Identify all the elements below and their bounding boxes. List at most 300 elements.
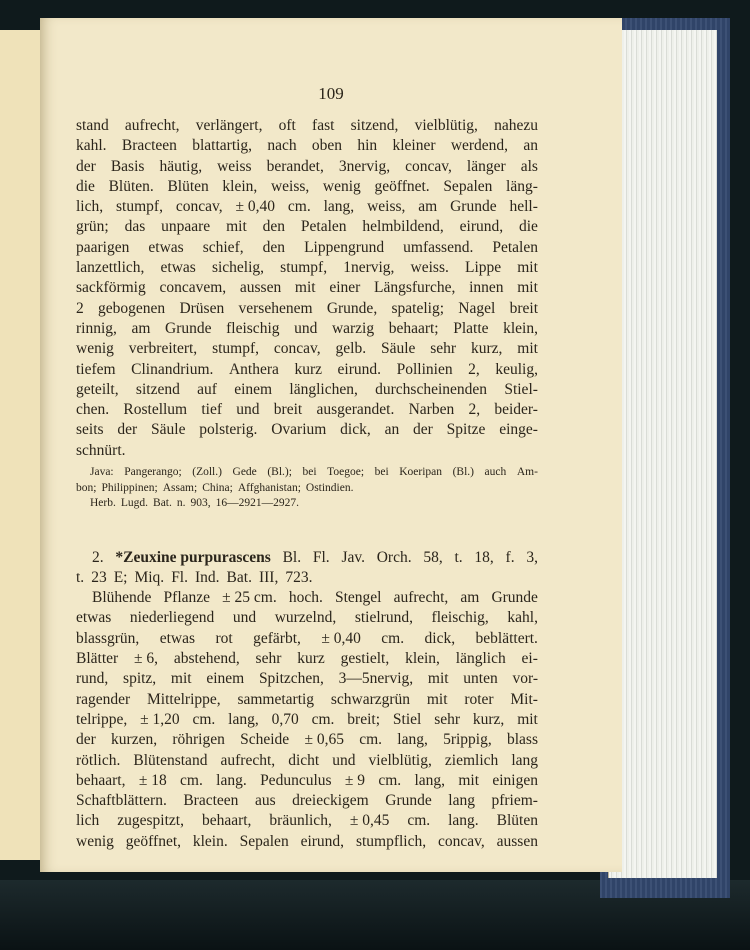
- word: Assam;: [162, 481, 198, 494]
- word: Philippinen;: [101, 481, 158, 494]
- word: Bat.: [226, 568, 252, 586]
- word: China;: [202, 481, 233, 494]
- word: bräunlich,: [269, 812, 332, 830]
- word: eirund,: [459, 218, 504, 236]
- word: Blütenstand: [133, 751, 208, 769]
- text-line: [76, 832, 538, 852]
- word: wenig: [76, 340, 114, 358]
- text-line: [76, 319, 538, 339]
- word: rinnig,: [76, 319, 117, 337]
- text-line: [76, 116, 538, 136]
- text-line: [76, 157, 538, 177]
- word: lang,: [323, 198, 355, 216]
- word: schwarzgrün: [330, 690, 411, 708]
- word: gestielt,: [340, 650, 390, 668]
- word: klein,: [405, 650, 440, 668]
- word: Mit-: [510, 690, 538, 708]
- word: Basis: [110, 157, 145, 175]
- word: kurz: [294, 360, 322, 378]
- word: kurz: [297, 650, 325, 668]
- section-gap: [76, 512, 538, 548]
- word: einigen: [492, 771, 538, 789]
- word: bei: [374, 466, 389, 479]
- word: umfassend.: [403, 238, 474, 256]
- word: ausgerandet.: [316, 401, 395, 419]
- word: lich,: [76, 198, 104, 216]
- text-line: [76, 669, 538, 689]
- word: Affghanistan;: [237, 481, 301, 494]
- word: Bracteen: [121, 137, 177, 155]
- word: ± 0,40: [321, 629, 361, 647]
- word: Jav.: [341, 548, 365, 566]
- word: Drüsen: [179, 299, 225, 317]
- word: stumpf,: [280, 259, 328, 277]
- word: sitzend: [135, 380, 180, 398]
- word: Längsfurche,: [374, 279, 456, 297]
- note-line: [76, 481, 538, 497]
- word: bei: [302, 466, 317, 479]
- word: sichelig,: [211, 259, 265, 277]
- word: lang: [511, 751, 538, 769]
- word: ei-: [521, 650, 538, 668]
- word: III,: [258, 568, 279, 586]
- word: den: [262, 218, 286, 236]
- word: n.: [176, 497, 186, 510]
- page-number: 109: [318, 84, 344, 103]
- word: aufrecht,: [220, 751, 276, 769]
- word: werdend,: [450, 137, 509, 155]
- word: ± 0,40: [235, 198, 276, 216]
- word: geöffnet,: [125, 832, 181, 850]
- word: Am-: [516, 466, 538, 479]
- word: rot: [215, 629, 233, 647]
- word: und: [236, 401, 260, 419]
- word: Nagel: [458, 299, 496, 317]
- word: Pedunculus: [260, 771, 332, 789]
- word: wenig: [76, 832, 114, 850]
- word: schnürt.: [76, 441, 126, 459]
- word: fleischig: [226, 319, 280, 337]
- text-line: [76, 791, 538, 811]
- text-line: [76, 608, 538, 628]
- word: sehr: [255, 650, 282, 668]
- text-line: [76, 400, 538, 420]
- word: concav,: [273, 340, 321, 358]
- word: 2,: [468, 401, 481, 419]
- word: Pangerango;: [124, 466, 182, 479]
- word: 5rippig,: [443, 731, 492, 749]
- word: chen.: [76, 401, 110, 419]
- text-line: [76, 710, 538, 730]
- word: niederliegend: [129, 609, 215, 627]
- word: ± 25 cm.: [222, 589, 277, 607]
- word: E;: [113, 568, 128, 586]
- word: stumpflich,: [355, 832, 427, 850]
- word: sehr: [430, 340, 457, 358]
- word: cm.: [378, 771, 402, 789]
- word: polsterig.: [199, 421, 258, 439]
- word: spatelig;: [391, 299, 445, 317]
- word: Scheide: [240, 731, 290, 749]
- word: hell-: [509, 198, 538, 216]
- word: Petalen: [300, 218, 347, 236]
- word: einge-: [499, 421, 538, 439]
- word: weiss,: [270, 177, 310, 195]
- word: behaart;: [388, 319, 439, 337]
- word: am: [131, 319, 151, 337]
- word: Clinandrium.: [131, 360, 214, 378]
- word: eirund.: [337, 360, 382, 378]
- text-line: [76, 629, 538, 649]
- word: concav,: [438, 832, 485, 850]
- word: gefärbt,: [253, 629, 301, 647]
- word: rund,: [76, 670, 109, 688]
- word: Narben: [408, 401, 455, 419]
- word: Sepalen: [443, 177, 493, 195]
- word: Ind.: [195, 568, 220, 586]
- word: 23: [91, 568, 107, 586]
- word: 18,: [474, 548, 494, 566]
- word: länglichen,: [289, 380, 358, 398]
- word: cm.: [359, 731, 383, 749]
- species-number: 2.: [92, 548, 104, 566]
- word: 3,: [526, 548, 538, 566]
- text-line: [76, 771, 538, 791]
- text-line: [76, 649, 538, 669]
- word: auf: [197, 380, 217, 398]
- word: 16—2921—2927.: [215, 497, 300, 510]
- description-paragraph-2: [76, 588, 538, 852]
- word: die: [519, 218, 538, 236]
- word: mit: [517, 710, 538, 728]
- text-line: [76, 360, 538, 380]
- text-line: [76, 420, 538, 440]
- word: Rostellum: [123, 401, 188, 419]
- word: Pflanze: [163, 589, 211, 607]
- word: Grunde: [165, 319, 212, 337]
- word: gebogenen: [98, 299, 166, 317]
- word: an: [523, 137, 538, 155]
- word: und: [294, 319, 318, 337]
- word: mit: [427, 670, 449, 688]
- word: cm.: [407, 812, 431, 830]
- word: aufrecht,: [124, 117, 180, 134]
- word: blass: [506, 731, 538, 749]
- text-line: [76, 177, 538, 197]
- word: pfriem-: [491, 792, 538, 810]
- word: der: [117, 421, 138, 439]
- word: hin: [357, 137, 378, 155]
- word: Stengel: [334, 589, 382, 607]
- word: geöffnet.: [374, 177, 430, 195]
- word: cm.: [311, 710, 335, 728]
- word: Lippe: [464, 259, 502, 277]
- word: aufrecht,: [393, 589, 449, 607]
- word: häutig,: [159, 157, 203, 175]
- word: ± 9: [344, 771, 365, 789]
- word: Lugd.: [120, 497, 149, 510]
- word: unpaare: [161, 218, 211, 236]
- word: Fl.: [171, 568, 188, 586]
- word: t.: [76, 568, 85, 586]
- word: der: [76, 731, 96, 749]
- word: als: [520, 157, 538, 175]
- word: kurz,: [470, 340, 503, 358]
- word: Toegoe;: [327, 466, 365, 479]
- description-paragraph-1: [76, 116, 538, 461]
- word: concav,: [175, 198, 223, 216]
- word: kleiner: [392, 137, 436, 155]
- word: der: [413, 421, 433, 439]
- word: am: [418, 198, 438, 216]
- text-line: [76, 730, 538, 750]
- word: 2,: [468, 360, 480, 378]
- word: mit: [517, 279, 538, 297]
- word: paarigen: [76, 238, 130, 256]
- word: stielrund,: [354, 609, 413, 627]
- word: blattartig,: [192, 137, 253, 155]
- word: weiss.: [410, 259, 449, 277]
- word: Pollinien: [396, 360, 453, 378]
- word: t.: [454, 548, 463, 566]
- word: klein,: [222, 177, 258, 195]
- word: Säule: [151, 421, 186, 439]
- word: läng-: [506, 177, 538, 195]
- word: Orch.: [376, 548, 412, 566]
- word: Spitzchen,: [258, 670, 324, 688]
- word: etwas: [159, 629, 196, 647]
- species-name: *Zeuxine purpurascens: [115, 548, 271, 566]
- word: 3nervig,: [338, 157, 391, 175]
- word: beblättert.: [475, 629, 538, 647]
- text-line: [76, 258, 538, 278]
- word: Petalen: [492, 238, 538, 256]
- word: concavem,: [159, 279, 227, 297]
- word: unten: [463, 670, 498, 688]
- word: nach: [267, 137, 297, 155]
- word: an: [384, 421, 400, 439]
- word: wenig: [322, 177, 361, 195]
- word: lang,: [397, 731, 428, 749]
- word: bon;: [76, 481, 97, 494]
- word: stumpf,: [116, 198, 163, 216]
- word: (Bl.): [452, 466, 474, 479]
- word: Anthera: [228, 360, 279, 378]
- word: Grunde: [491, 589, 538, 607]
- word: grün;: [76, 218, 109, 236]
- word: aussen: [496, 832, 538, 850]
- word: mit: [226, 218, 247, 236]
- text-line: [76, 441, 538, 461]
- word: auch: [484, 466, 507, 479]
- word: einem: [206, 670, 245, 688]
- word: vielblütig,: [368, 751, 432, 769]
- word: einem: [234, 380, 273, 398]
- word: 2: [76, 299, 84, 317]
- word: Säule: [380, 340, 416, 358]
- word: keulig,: [495, 360, 538, 378]
- text-line: [76, 339, 538, 359]
- word: (Bl.);: [267, 466, 292, 479]
- word: einer: [329, 279, 361, 297]
- word: cm.: [192, 710, 216, 728]
- word: mit: [170, 670, 192, 688]
- word: Grunde,: [326, 299, 378, 317]
- word: lang,: [414, 771, 446, 789]
- word: klein,: [503, 319, 538, 337]
- word: lanzettlich,: [76, 259, 145, 277]
- word: Blüten: [167, 177, 209, 195]
- word: und: [332, 751, 356, 769]
- word: der: [76, 157, 96, 175]
- species-reference: [76, 568, 538, 588]
- word: ± 1,20: [140, 710, 180, 728]
- word: Ovarium: [271, 421, 327, 439]
- word: spitz,: [123, 670, 157, 688]
- word: länglich: [455, 650, 506, 668]
- word: den: [262, 238, 286, 256]
- word: Schaftblättern.: [76, 792, 167, 810]
- word: (Zoll.): [192, 466, 222, 479]
- word: mit: [458, 771, 480, 789]
- word: Gede: [232, 466, 257, 479]
- word: 58,: [423, 548, 443, 566]
- word: 0,70: [271, 710, 299, 728]
- word: lang.: [216, 771, 247, 789]
- word: berandet,: [266, 157, 324, 175]
- word: gelb.: [335, 340, 367, 358]
- word: klein.: [192, 832, 228, 850]
- word: lang.: [448, 812, 479, 830]
- text-line: [76, 690, 538, 710]
- word: Blüten: [496, 812, 538, 830]
- word: cm.: [180, 771, 203, 789]
- word: aussen: [239, 279, 282, 297]
- text-line: [76, 278, 538, 298]
- text-line: [76, 588, 538, 608]
- word: Ostindien.: [305, 481, 354, 494]
- word: cm.: [287, 198, 311, 216]
- word: verbreitert,: [128, 340, 198, 358]
- book-page: [40, 18, 622, 872]
- word: etwas: [148, 238, 184, 256]
- word: wurzelnd,: [274, 609, 337, 627]
- word: dreieckigem: [292, 792, 369, 810]
- word: Bl.: [282, 548, 302, 566]
- word: geteilt,: [76, 380, 119, 398]
- word: seits: [76, 421, 104, 439]
- word: breit;: [347, 710, 381, 728]
- word: oben: [311, 137, 343, 155]
- word: beider-: [494, 401, 538, 419]
- word: etwas: [160, 259, 196, 277]
- word: breit: [509, 299, 538, 317]
- word: Bat.: [153, 497, 172, 510]
- word: Grunde: [450, 198, 497, 216]
- word: weiss: [217, 157, 252, 175]
- word: Fl.: [312, 548, 330, 566]
- text-block: [76, 116, 538, 852]
- word: abstehend,: [173, 650, 240, 668]
- word: stand: [76, 117, 109, 134]
- text-line: [76, 197, 538, 217]
- word: fleischig,: [431, 609, 489, 627]
- locality-notes: [76, 465, 538, 512]
- word: kurzen,: [111, 731, 158, 749]
- word: Mittelrippe,: [147, 690, 221, 708]
- word: und: [232, 609, 257, 627]
- word: Java:: [90, 466, 114, 479]
- word: versehenem: [238, 299, 313, 317]
- word: blassgrün,: [76, 629, 140, 647]
- word: rötlich.: [76, 751, 121, 769]
- text-line: [76, 299, 538, 319]
- word: schief,: [202, 238, 244, 256]
- word: länger: [466, 157, 506, 175]
- word: sitzend,: [350, 117, 399, 134]
- word: Herb.: [90, 497, 116, 510]
- word: dick,: [424, 629, 456, 647]
- word: innen: [469, 279, 504, 297]
- word: Stiel: [392, 710, 422, 728]
- word: Bracteen: [183, 792, 239, 810]
- word: cm.: [381, 629, 405, 647]
- word: helmbildend,: [362, 218, 444, 236]
- word: ± 0,45: [349, 812, 390, 830]
- word: f.: [505, 548, 515, 566]
- word: tiefem: [76, 360, 116, 378]
- note-line: [76, 496, 538, 512]
- word: sammetartig: [237, 690, 315, 708]
- word: lang: [448, 792, 475, 810]
- word: breit: [273, 401, 303, 419]
- text-line: [76, 217, 538, 237]
- word: concav,: [405, 157, 452, 175]
- word: 3—5nervig,: [338, 670, 414, 688]
- text-line: [76, 136, 538, 156]
- word: nahezu: [494, 117, 538, 134]
- word: vielblütig,: [414, 117, 478, 134]
- word: kahl,: [507, 609, 538, 627]
- word: mit: [426, 690, 448, 708]
- facing-page-edge: [0, 30, 43, 860]
- word: die: [76, 177, 95, 195]
- text-line: [76, 380, 538, 400]
- word: verlängert,: [195, 117, 263, 134]
- word: Stiel-: [504, 380, 538, 398]
- word: sehr: [434, 710, 461, 728]
- species-heading: [76, 548, 538, 568]
- word: oft: [278, 117, 296, 134]
- word: dick,: [340, 421, 371, 439]
- word: kahl.: [76, 137, 107, 155]
- word: behaart,: [76, 771, 126, 789]
- word: etwas: [76, 609, 112, 627]
- word: Miq.: [134, 568, 165, 586]
- word: tief: [201, 401, 223, 419]
- word: roter: [464, 690, 494, 708]
- word: warzig: [331, 319, 375, 337]
- word: Blätter: [76, 650, 119, 668]
- word: ± 6,: [134, 650, 159, 668]
- word: 903,: [190, 497, 211, 510]
- word: mit: [517, 259, 538, 277]
- word: behaart,: [201, 812, 252, 830]
- word: Spitze: [446, 421, 486, 439]
- word: ragender: [76, 690, 131, 708]
- word: fast: [312, 117, 335, 134]
- word: ± 18: [138, 771, 167, 789]
